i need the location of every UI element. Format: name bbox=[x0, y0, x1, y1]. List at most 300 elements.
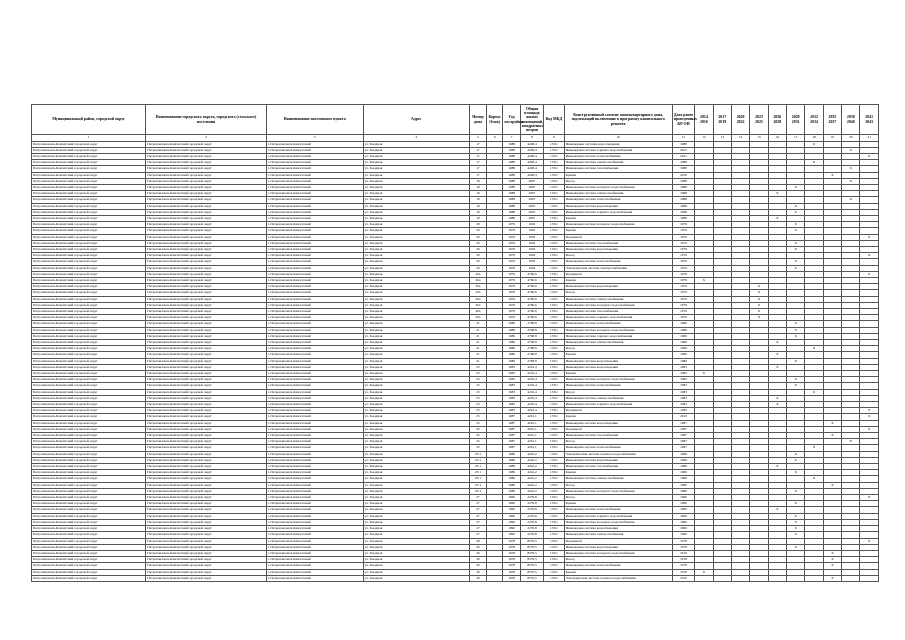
table-cell: 1979 bbox=[503, 296, 520, 302]
table-cell: 1986 bbox=[503, 476, 520, 482]
table-cell: Петропавловск-Камчатский городской округ bbox=[32, 377, 146, 383]
table-cell: Петропавловск-Камчатский городской округ bbox=[32, 141, 146, 147]
table-cell: 15:01 bbox=[544, 240, 564, 246]
column-number: 20 bbox=[842, 135, 860, 142]
table-cell: 15:01 bbox=[544, 184, 564, 190]
table-cell: Фундамент bbox=[564, 426, 672, 432]
table-cell: 15:01 bbox=[544, 222, 564, 228]
table-cell: X bbox=[750, 315, 768, 321]
table-cell: 15:01 bbox=[544, 420, 564, 426]
table-cell: Петропавловск-Камчатский городской округ bbox=[32, 395, 146, 401]
table-cell: 15:01 bbox=[544, 333, 564, 339]
table-cell: 2276,8 bbox=[520, 495, 543, 501]
table-cell: 15:01 bbox=[544, 495, 564, 501]
table-cell: 4261,1 bbox=[520, 414, 543, 420]
table-cell: Петропавловск-Камчатский городской округ bbox=[32, 228, 146, 234]
table-cell: 4248,4 bbox=[520, 141, 543, 147]
table-cell: 2276,8 bbox=[520, 526, 543, 532]
table-cell: г. Петропавловск-Камчатский bbox=[266, 501, 363, 507]
table-cell: г. Петропавловск-Камчатский bbox=[266, 526, 363, 532]
table-cell: 8579,5 bbox=[520, 544, 543, 550]
table-cell: 1988 bbox=[672, 166, 694, 172]
table-cell: 1979 bbox=[503, 234, 520, 240]
table-cell: 15:01 bbox=[544, 296, 564, 302]
table-cell: ул. Звездная bbox=[363, 439, 469, 445]
table-cell: Петропавловск-Камчатский городской округ bbox=[32, 532, 146, 538]
table-cell: 1602 bbox=[520, 265, 543, 271]
table-body bbox=[32, 141, 879, 581]
table-header-row bbox=[32, 105, 879, 135]
column-header: 2029 2031 bbox=[787, 105, 805, 135]
table-cell: 1986 bbox=[503, 358, 520, 364]
table-cell: 1979 bbox=[503, 271, 520, 277]
table-cell: 23 bbox=[469, 395, 486, 401]
table-cell: Петропавловск-Камчатский городской округ bbox=[146, 532, 266, 538]
table-cell: г. Петропавловск-Камчатский bbox=[266, 364, 363, 370]
table-cell: ул. Звездная bbox=[363, 550, 469, 556]
column-header: Муниципальный район, городской округ bbox=[32, 105, 146, 135]
table-cell: 1986 bbox=[672, 457, 694, 463]
table-cell: 30 bbox=[469, 557, 486, 563]
column-header: Дата ранее проведенных КР ОИ bbox=[672, 105, 694, 135]
table-cell: 27 bbox=[469, 526, 486, 532]
table-cell: X bbox=[842, 178, 860, 184]
table-cell: ул. Звездная bbox=[363, 563, 469, 569]
table-cell: Инженерная система электроснабжения bbox=[564, 296, 672, 302]
table-cell: 27 bbox=[469, 507, 486, 513]
table-cell: 1983 bbox=[503, 364, 520, 370]
table-cell: г. Петропавловск-Камчатский bbox=[266, 513, 363, 519]
table-cell: 15:01 bbox=[544, 402, 564, 408]
column-number: 7 bbox=[503, 135, 520, 142]
column-number: 11 bbox=[672, 135, 694, 142]
table-cell: X bbox=[823, 563, 841, 569]
table-cell: Петропавловск-Камчатский городской округ bbox=[32, 153, 146, 159]
table-cell: 1978 bbox=[503, 563, 520, 569]
table-cell: г. Петропавловск-Камчатский bbox=[266, 377, 363, 383]
table-cell: 2768,8 bbox=[520, 321, 543, 327]
table-cell: Петропавловск-Камчатский городской округ bbox=[32, 277, 146, 283]
table-cell: X bbox=[768, 507, 786, 513]
table-cell: 30 bbox=[469, 550, 486, 556]
table-cell: г. Петропавловск-Камчатский bbox=[266, 240, 363, 246]
table-cell: ул. Звездная bbox=[363, 184, 469, 190]
table-cell: 15:01 bbox=[544, 315, 564, 321]
table-cell: Крыша bbox=[564, 501, 672, 507]
table-cell: 27 bbox=[469, 532, 486, 538]
table-cell: Петропавловск-Камчатский городской округ bbox=[32, 526, 146, 532]
table-cell: Петропавловск-Камчатский городской округ bbox=[146, 321, 266, 327]
table-cell: г. Петропавловск-Камчатский bbox=[266, 550, 363, 556]
table-cell: 21 bbox=[469, 340, 486, 346]
table-cell: Петропавловск-Камчатский городской округ bbox=[32, 495, 146, 501]
table-cell: 1988 bbox=[503, 215, 520, 221]
table-cell: 1979 bbox=[503, 308, 520, 314]
table-cell: г. Петропавловск-Камчатский bbox=[266, 346, 363, 352]
table-cell: 1979 bbox=[672, 277, 694, 283]
table-cell: 19 bbox=[469, 191, 486, 197]
table-cell: Инженерная система теплоснабжения bbox=[564, 563, 672, 569]
table-cell: г. Петропавловск-Камчатский bbox=[266, 141, 363, 147]
table-cell: ул. Звездная bbox=[363, 464, 469, 470]
table-cell: 20 bbox=[469, 246, 486, 252]
table-cell: Фундамент bbox=[564, 408, 672, 414]
table-cell: X bbox=[695, 277, 713, 283]
table-cell: г. Петропавловск-Камчатский bbox=[266, 569, 363, 575]
table-cell: ул. Звездная bbox=[363, 377, 469, 383]
table-cell: 4760,6 bbox=[520, 277, 543, 283]
table-cell: ул. Звездная bbox=[363, 246, 469, 252]
table-cell: Фундамент bbox=[564, 538, 672, 544]
table-cell: X bbox=[787, 246, 805, 252]
column-header: Наименование городского округа, городского (сельского) поселения bbox=[146, 105, 266, 135]
column-number: 19 bbox=[823, 135, 841, 142]
table-cell: Петропавловск-Камчатский городской округ bbox=[146, 557, 266, 563]
table-cell: 4760,6 bbox=[520, 271, 543, 277]
table-cell: Петропавловск-Камчатский городской округ bbox=[146, 246, 266, 252]
table-cell: г. Петропавловск-Камчатский bbox=[266, 234, 363, 240]
table-cell: 23 bbox=[469, 371, 486, 377]
table-cell: ул. Звездная bbox=[363, 352, 469, 358]
table-cell: Инженерная система газоснабжения bbox=[564, 166, 672, 172]
table-cell: 4760,6 bbox=[520, 315, 543, 321]
table-cell: Крыша bbox=[564, 277, 672, 283]
table-cell: 15:01 bbox=[544, 457, 564, 463]
table-cell: 21 bbox=[469, 358, 486, 364]
table-cell: 1986 bbox=[672, 470, 694, 476]
table-cell: 20 bbox=[469, 228, 486, 234]
table-cell: 23 bbox=[469, 402, 486, 408]
table-cell: ул. Звездная bbox=[363, 575, 469, 581]
table-cell: Петропавловск-Камчатский городской округ bbox=[146, 191, 266, 197]
table-cell: 15:01 bbox=[544, 575, 564, 581]
table-cell bbox=[731, 575, 749, 581]
table-cell: Петропавловск-Камчатский городской округ bbox=[146, 259, 266, 265]
table-cell: 1983 bbox=[503, 389, 520, 395]
column-header: 2032 2034 bbox=[805, 105, 823, 135]
table-cell: Петропавловск-Камчатский городской округ bbox=[32, 321, 146, 327]
table-cell: г. Петропавловск-Камчатский bbox=[266, 302, 363, 308]
table-cell: 1978 bbox=[503, 557, 520, 563]
table-cell: 17 bbox=[469, 160, 486, 166]
table-cell: Петропавловск-Камчатский городской округ bbox=[32, 569, 146, 575]
table-cell: 30 bbox=[469, 544, 486, 550]
table-cell: 1978 bbox=[503, 569, 520, 575]
table-cell: Петропавловск-Камчатский городской округ bbox=[32, 147, 146, 153]
table-cell: Петропавловск-Камчатский городской округ bbox=[146, 501, 266, 507]
table-cell: Инженерная система водоотведения bbox=[564, 544, 672, 550]
table-cell: 4242,2 bbox=[520, 451, 543, 457]
table-cell: г. Петропавловск-Камчатский bbox=[266, 476, 363, 482]
table-cell: 4261,1 bbox=[520, 439, 543, 445]
table-cell: 15:01 bbox=[544, 532, 564, 538]
table-cell: 20 bbox=[469, 222, 486, 228]
table-cell: 1602 bbox=[520, 228, 543, 234]
table-cell: г. Петропавловск-Камчатский bbox=[266, 495, 363, 501]
table-cell: ул. Звездная bbox=[363, 414, 469, 420]
table-cell: 15:01 bbox=[544, 191, 564, 197]
column-header: Год постройки bbox=[503, 105, 520, 135]
table-cell: 15:01 bbox=[544, 557, 564, 563]
column-header: Общая площадь жилых помещений, квадратных метров bbox=[520, 105, 543, 135]
table-cell: Петропавловск-Камчатский городской округ bbox=[32, 389, 146, 395]
table-cell: Инженерная система водоотведения bbox=[564, 526, 672, 532]
table-cell: 1990 bbox=[672, 519, 694, 525]
table-cell: 1986 bbox=[672, 346, 694, 352]
table-cell: Петропавловск-Камчатский городской округ bbox=[146, 371, 266, 377]
table-cell: Инженерная система электроснабжения bbox=[564, 476, 672, 482]
table-cell: Инженерная система теплоснабжения bbox=[564, 259, 672, 265]
table-cell: 21 bbox=[469, 346, 486, 352]
table-cell: ул. Звездная bbox=[363, 408, 469, 414]
table-cell: 15:01 bbox=[544, 377, 564, 383]
table-cell: 25 bbox=[469, 426, 486, 432]
table-cell: 1990 bbox=[672, 507, 694, 513]
table-cell bbox=[805, 575, 823, 581]
table-cell: X bbox=[787, 519, 805, 525]
table-cell: Инженерная система холодного водоснабжения bbox=[564, 550, 672, 556]
table-cell: 1988 bbox=[503, 160, 520, 166]
column-number: 6 bbox=[487, 135, 503, 142]
table-cell: 4248,4 bbox=[520, 153, 543, 159]
table-cell: 15:01 bbox=[544, 364, 564, 370]
table-cell: Петропавловск-Камчатский городской округ bbox=[146, 414, 266, 420]
table-cell: X bbox=[787, 203, 805, 209]
table-cell: Петропавловск-Камчатский городской округ bbox=[32, 371, 146, 377]
table-cell: г. Петропавловск-Камчатский bbox=[266, 259, 363, 265]
table-cell: X bbox=[823, 420, 841, 426]
table-cell: 1979 bbox=[503, 265, 520, 271]
table-cell: г. Петропавловск-Камчатский bbox=[266, 538, 363, 544]
table-cell: X bbox=[860, 495, 879, 501]
table-cell: г. Петропавловск-Камчатский bbox=[266, 352, 363, 358]
table-cell: ул. Звездная bbox=[363, 308, 469, 314]
table-cell: Инженерная система теплоснабжения bbox=[564, 321, 672, 327]
table-cell: 15:01 bbox=[544, 197, 564, 203]
table-cell: ул. Звездная bbox=[363, 488, 469, 494]
table-cell: X bbox=[768, 364, 786, 370]
table-cell: 1978 bbox=[672, 544, 694, 550]
table-cell: 1983 bbox=[503, 408, 520, 414]
table-cell: г. Петропавловск-Камчатский bbox=[266, 222, 363, 228]
table-cell: ул. Звездная bbox=[363, 395, 469, 401]
table-cell: 1986 bbox=[503, 340, 520, 346]
table-cell: ул. Звездная bbox=[363, 507, 469, 513]
table-cell: 1987 bbox=[672, 420, 694, 426]
table-cell: 15:01 bbox=[544, 153, 564, 159]
table-cell: 1983 bbox=[672, 389, 694, 395]
table-cell: г. Петропавловск-Камчатский bbox=[266, 383, 363, 389]
table-cell: Инженерная система газоснабжения bbox=[564, 240, 672, 246]
table-cell: Петропавловск-Камчатский городской округ bbox=[32, 215, 146, 221]
table-cell: 1978 bbox=[503, 575, 520, 581]
table-cell: Фасад bbox=[564, 253, 672, 259]
table-cell: Петропавловск-Камчатский городской округ bbox=[146, 141, 266, 147]
table-cell: 1979 bbox=[503, 240, 520, 246]
table-cell: г. Петропавловск-Камчатский bbox=[266, 557, 363, 563]
table-cell: 1983 bbox=[672, 383, 694, 389]
table-cell: г. Петропавловск-Камчатский bbox=[266, 544, 363, 550]
table-cell: Петропавловск-Камчатский городской округ bbox=[146, 402, 266, 408]
table-cell: 1987 bbox=[503, 414, 520, 420]
table-cell: 15:01 bbox=[544, 563, 564, 569]
table-cell: г. Петропавловск-Камчатский bbox=[266, 488, 363, 494]
table-cell: 1978 bbox=[672, 563, 694, 569]
table-cell: 1602 bbox=[520, 240, 543, 246]
table-cell: 1979 bbox=[503, 284, 520, 290]
table-cell: 4248,4 bbox=[520, 147, 543, 153]
table-cell: г. Петропавловск-Камчатский bbox=[266, 340, 363, 346]
table-cell bbox=[768, 575, 786, 581]
table-cell: 4216,4 bbox=[520, 364, 543, 370]
table-cell: г. Петропавловск-Камчатский bbox=[266, 265, 363, 271]
table-cell: X bbox=[787, 501, 805, 507]
table-cell: 4216,4 bbox=[520, 371, 543, 377]
table-cell: Инженерная система водоотведения bbox=[564, 203, 672, 209]
table-cell: г. Петропавловск-Камчатский bbox=[266, 402, 363, 408]
table-cell: г. Петропавловск-Камчатский bbox=[266, 271, 363, 277]
column-header: 2023 2025 bbox=[750, 105, 768, 135]
column-number: 18 bbox=[805, 135, 823, 142]
table-cell: г. Петропавловск-Камчатский bbox=[266, 284, 363, 290]
table-cell: 15:01 bbox=[544, 470, 564, 476]
table-cell: Петропавловск-Камчатский городской округ bbox=[32, 308, 146, 314]
table-cell: ул. Звездная bbox=[363, 277, 469, 283]
table-cell: 1986 bbox=[672, 476, 694, 482]
table-cell: 4261,1 bbox=[520, 433, 543, 439]
table-cell: X bbox=[842, 197, 860, 203]
table-cell: Петропавловск-Камчатский городской округ bbox=[146, 544, 266, 550]
table-cell: ул. Звездная bbox=[363, 222, 469, 228]
table-cell: ул. Звездная bbox=[363, 172, 469, 178]
table-cell: 1986 bbox=[672, 451, 694, 457]
table-cell: 1988 bbox=[503, 203, 520, 209]
table-cell: X bbox=[805, 445, 823, 451]
table-cell: 25 bbox=[469, 420, 486, 426]
table-cell: ул. Звездная bbox=[363, 321, 469, 327]
table-cell: 19 bbox=[469, 215, 486, 221]
table-cell: 30 bbox=[469, 569, 486, 575]
table-cell: ул. Звездная bbox=[363, 426, 469, 432]
table-cell: Петропавловск-Камчатский городской округ bbox=[32, 433, 146, 439]
table-cell: 15:01 bbox=[544, 160, 564, 166]
table-cell: Петропавловск-Камчатский городской округ bbox=[32, 346, 146, 352]
table-cell: 1990 bbox=[672, 513, 694, 519]
table-cell: Крыша bbox=[564, 215, 672, 221]
table-cell: ул. Звездная bbox=[363, 333, 469, 339]
table-cell: 1983 bbox=[503, 383, 520, 389]
table-cell: X bbox=[842, 147, 860, 153]
table-cell: Петропавловск-Камчатский городской округ bbox=[32, 302, 146, 308]
table-cell: X bbox=[787, 265, 805, 271]
table-cell: Инженерная система водоотведения bbox=[564, 457, 672, 463]
table-cell: X bbox=[787, 451, 805, 457]
table-cell: 20 bbox=[469, 265, 486, 271]
table-cell: X bbox=[823, 575, 841, 581]
table-cell: г. Петропавловск-Камчатский bbox=[266, 153, 363, 159]
table-cell: 1986 bbox=[503, 488, 520, 494]
table-cell: 1986 bbox=[503, 457, 520, 463]
table-cell: Петропавловск-Камчатский городской округ bbox=[146, 153, 266, 159]
table-cell: Петропавловск-Камчатский городской округ bbox=[32, 364, 146, 370]
column-number: 10 bbox=[564, 135, 672, 142]
table-cell: 20 bbox=[469, 240, 486, 246]
table-cell: 1978 bbox=[672, 557, 694, 563]
table-cell: ул. Звездная bbox=[363, 433, 469, 439]
table-cell: Петропавловск-Камчатский городской округ bbox=[146, 178, 266, 184]
table-cell: X bbox=[695, 569, 713, 575]
table-cell: г. Петропавловск-Камчатский bbox=[266, 290, 363, 296]
table-cell: Петропавловск-Камчатский городской округ bbox=[32, 470, 146, 476]
table-cell: X bbox=[823, 172, 841, 178]
table-cell: Петропавловск-Камчатский городской округ bbox=[32, 172, 146, 178]
table-cell: 15:01 bbox=[544, 277, 564, 283]
column-header: 2026 2028 bbox=[768, 105, 786, 135]
table-cell: Инженерная система электроснабжения bbox=[564, 191, 672, 197]
table-cell: Петропавловск-Камчатский городской округ bbox=[32, 197, 146, 203]
table-cell: 1979 bbox=[672, 308, 694, 314]
table-cell: 1602 bbox=[520, 222, 543, 228]
table-cell: X bbox=[750, 308, 768, 314]
table-cell: г. Петропавловск-Камчатский bbox=[266, 507, 363, 513]
table-cell: Электрическая система горячего водоснабжения bbox=[564, 575, 672, 581]
table-cell: 15:01 bbox=[544, 538, 564, 544]
table-cell: 30 bbox=[469, 575, 486, 581]
table-cell: 4760,6 bbox=[520, 302, 543, 308]
table-cell: 2010 bbox=[672, 550, 694, 556]
table-cell: 1979 bbox=[672, 259, 694, 265]
table-cell: Фасад bbox=[564, 389, 672, 395]
table-cell: 15:01 bbox=[544, 234, 564, 240]
table-cell: 1988 bbox=[503, 153, 520, 159]
table-cell: ул. Звездная bbox=[363, 296, 469, 302]
table-cell: ул. Звездная bbox=[363, 526, 469, 532]
table-cell: Петропавловск-Камчатский городской округ bbox=[32, 501, 146, 507]
table-cell: 15:01 bbox=[544, 308, 564, 314]
table-cell: X bbox=[787, 333, 805, 339]
table-cell: Петропавловск-Камчатский городской округ bbox=[146, 197, 266, 203]
column-number: 1 bbox=[32, 135, 146, 142]
table-cell: 4242,2 bbox=[520, 482, 543, 488]
table-cell: Петропавловск-Камчатский городской округ bbox=[146, 569, 266, 575]
table-cell: 1990 bbox=[503, 507, 520, 513]
table-cell: Петропавловск-Камчатский городской округ bbox=[32, 166, 146, 172]
table-cell: 2667 bbox=[520, 215, 543, 221]
table-cell: 21 bbox=[469, 321, 486, 327]
table-cell: ул. Звездная bbox=[363, 532, 469, 538]
table-cell: 1986 bbox=[503, 482, 520, 488]
table-cell: 25 bbox=[469, 414, 486, 420]
table-cell: 2768,8 bbox=[520, 352, 543, 358]
table-cell: 1979 bbox=[672, 246, 694, 252]
table-cell: Петропавловск-Камчатский городской округ bbox=[32, 265, 146, 271]
table-cell: Петропавловск-Камчатский городской округ bbox=[146, 550, 266, 556]
table-cell: 8579,5 bbox=[520, 575, 543, 581]
table-cell: ул. Звездная bbox=[363, 371, 469, 377]
table-cell: Инженерная система водоотведения bbox=[564, 364, 672, 370]
table-cell: 2012 bbox=[672, 147, 694, 153]
table-cell: 17 bbox=[469, 153, 486, 159]
table-cell: X bbox=[787, 222, 805, 228]
table-cell: X bbox=[787, 513, 805, 519]
table-cell: 15:01 bbox=[544, 302, 564, 308]
table-cell: г. Петропавловск-Камчатский bbox=[266, 246, 363, 252]
table-cell: ул. Звездная bbox=[363, 178, 469, 184]
table-cell: ул. Звездная bbox=[363, 476, 469, 482]
table-cell: ул. Звездная bbox=[363, 228, 469, 234]
table-cell: Петропавловск-Камчатский городской округ bbox=[32, 476, 146, 482]
table-cell: Крыша bbox=[564, 228, 672, 234]
